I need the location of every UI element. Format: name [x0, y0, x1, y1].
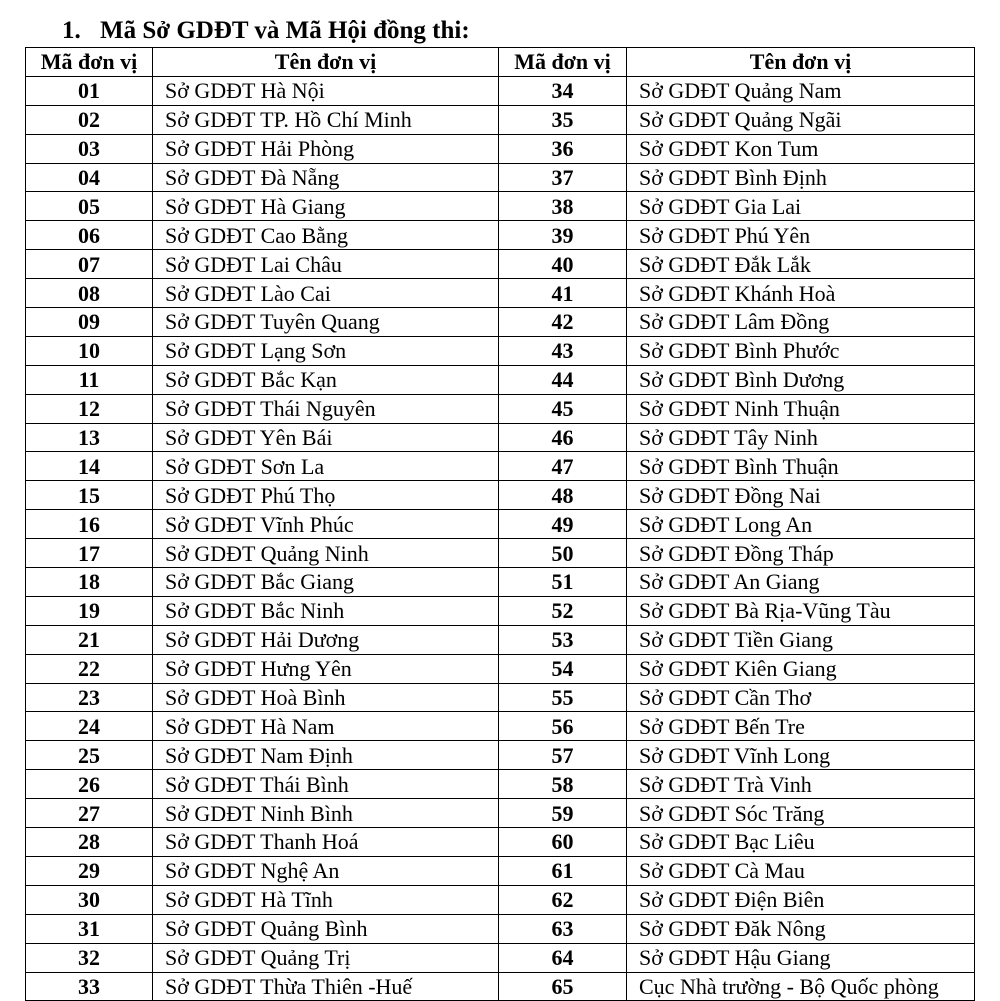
- table-row: [26, 625, 975, 654]
- table-body: [26, 76, 975, 1001]
- right-unit-code: 43: [499, 336, 627, 365]
- table-row: [26, 856, 975, 885]
- right-unit-code: 60: [499, 828, 627, 857]
- table-row: [26, 481, 975, 510]
- table-row: [26, 250, 975, 279]
- right-unit-code: 41: [499, 279, 627, 308]
- left-unit-code: 32: [26, 943, 153, 972]
- table-row: [26, 885, 975, 914]
- table-row: [26, 712, 975, 741]
- right-unit-name: Sở GDĐT Ninh Thuận: [627, 394, 975, 423]
- right-unit-name: Sở GDĐT Đồng Nai: [627, 481, 975, 510]
- table-header-row: [26, 48, 975, 77]
- left-unit-name: Sở GDĐT Yên Bái: [153, 423, 499, 452]
- left-unit-name: Sở GDĐT Nghệ An: [153, 856, 499, 885]
- left-unit-code: 26: [26, 770, 153, 799]
- left-unit-code: 31: [26, 914, 153, 943]
- left-unit-name: Sở GDĐT Hải Dương: [153, 625, 499, 654]
- right-unit-name: Sở GDĐT Tây Ninh: [627, 423, 975, 452]
- right-unit-code: 36: [499, 134, 627, 163]
- left-unit-name: Sở GDĐT Bắc Giang: [153, 568, 499, 597]
- left-unit-code: 09: [26, 308, 153, 337]
- table-row: [26, 539, 975, 568]
- right-unit-code: 49: [499, 510, 627, 539]
- right-unit-code: 53: [499, 625, 627, 654]
- left-unit-code: 08: [26, 279, 153, 308]
- left-unit-name: Sở GDĐT Thái Bình: [153, 770, 499, 799]
- right-unit-name: Sở GDĐT Bình Thuận: [627, 452, 975, 481]
- table-row: [26, 914, 975, 943]
- left-unit-name: Sở GDĐT TP. Hồ Chí Minh: [153, 105, 499, 134]
- left-unit-name: Sở GDĐT Tuyên Quang: [153, 308, 499, 337]
- right-unit-code: 58: [499, 770, 627, 799]
- table-row: [26, 365, 975, 394]
- right-unit-name: Sở GDĐT Cà Mau: [627, 856, 975, 885]
- right-unit-name: Sở GDĐT Phú Yên: [627, 221, 975, 250]
- left-unit-name: Sở GDĐT Quảng Bình: [153, 914, 499, 943]
- right-unit-code: 57: [499, 741, 627, 770]
- left-unit-name: Sở GDĐT Hà Tĩnh: [153, 885, 499, 914]
- table-row: [26, 134, 975, 163]
- right-unit-name: Sở GDĐT An Giang: [627, 568, 975, 597]
- left-unit-name: Sở GDĐT Thái Nguyên: [153, 394, 499, 423]
- left-unit-name: Sở GDĐT Hoà Bình: [153, 683, 499, 712]
- right-unit-name: Sở GDĐT Đăk Nông: [627, 914, 975, 943]
- right-unit-name: Sở GDĐT Điện Biên: [627, 885, 975, 914]
- right-unit-code: 45: [499, 394, 627, 423]
- left-unit-code: 27: [26, 799, 153, 828]
- right-unit-name: Sở GDĐT Long An: [627, 510, 975, 539]
- right-unit-name: Sở GDĐT Đắk Lắk: [627, 250, 975, 279]
- right-unit-name: Sở GDĐT Khánh Hoà: [627, 279, 975, 308]
- left-unit-name: Sở GDĐT Thanh Hoá: [153, 828, 499, 857]
- left-unit-name: Sở GDĐT Hà Nội: [153, 76, 499, 105]
- table-row: [26, 336, 975, 365]
- right-unit-code: 39: [499, 221, 627, 250]
- table-row: [26, 452, 975, 481]
- table-row: [26, 76, 975, 105]
- right-unit-code: 37: [499, 163, 627, 192]
- left-unit-code: 33: [26, 972, 153, 1001]
- table-row: [26, 828, 975, 857]
- left-unit-name: Sở GDĐT Hải Phòng: [153, 134, 499, 163]
- left-unit-name: Sở GDĐT Nam Định: [153, 741, 499, 770]
- table-row: [26, 163, 975, 192]
- left-unit-name: Sở GDĐT Ninh Bình: [153, 799, 499, 828]
- left-unit-name: Sở GDĐT Quảng Ninh: [153, 539, 499, 568]
- table-row: [26, 770, 975, 799]
- left-unit-code: 13: [26, 423, 153, 452]
- right-unit-name: Sở GDĐT Trà Vinh: [627, 770, 975, 799]
- right-unit-code: 62: [499, 885, 627, 914]
- left-unit-name: Sở GDĐT Hà Giang: [153, 192, 499, 221]
- left-unit-code: 06: [26, 221, 153, 250]
- table-row: [26, 510, 975, 539]
- right-unit-code: 35: [499, 105, 627, 134]
- right-unit-name: Cục Nhà trường - Bộ Quốc phòng: [627, 972, 975, 1001]
- header-right-name: Tên đơn vị: [627, 48, 975, 77]
- right-unit-name: Sở GDĐT Gia Lai: [627, 192, 975, 221]
- section-heading: [62, 15, 470, 47]
- right-unit-code: 54: [499, 654, 627, 683]
- right-unit-name: Sở GDĐT Bà Rịa-Vũng Tàu: [627, 596, 975, 625]
- left-unit-name: Sở GDĐT Đà Nẵng: [153, 163, 499, 192]
- left-unit-code: 05: [26, 192, 153, 221]
- right-unit-name: Sở GDĐT Bình Dương: [627, 365, 975, 394]
- header-right-code: Mã đơn vị: [499, 48, 627, 77]
- right-unit-code: 63: [499, 914, 627, 943]
- right-unit-name: Sở GDĐT Quảng Ngãi: [627, 105, 975, 134]
- right-unit-name: Sở GDĐT Kiên Giang: [627, 654, 975, 683]
- left-unit-name: Sở GDĐT Hưng Yên: [153, 654, 499, 683]
- unit-code-table: [25, 47, 975, 1001]
- right-unit-code: 65: [499, 972, 627, 1001]
- right-unit-code: 50: [499, 539, 627, 568]
- right-unit-code: 44: [499, 365, 627, 394]
- table-row: [26, 192, 975, 221]
- left-unit-code: 25: [26, 741, 153, 770]
- left-unit-code: 18: [26, 568, 153, 597]
- table-row: [26, 972, 975, 1001]
- right-unit-code: 40: [499, 250, 627, 279]
- right-unit-code: 64: [499, 943, 627, 972]
- right-unit-code: 48: [499, 481, 627, 510]
- left-unit-name: Sở GDĐT Lào Cai: [153, 279, 499, 308]
- left-unit-name: Sở GDĐT Vĩnh Phúc: [153, 510, 499, 539]
- right-unit-code: 55: [499, 683, 627, 712]
- right-unit-name: Sở GDĐT Quảng Nam: [627, 76, 975, 105]
- section-title: Mã Sở GDĐT và Mã Hội đồng thi:: [100, 17, 470, 44]
- table-row: [26, 596, 975, 625]
- right-unit-name: Sở GDĐT Bình Định: [627, 163, 975, 192]
- left-unit-name: Sở GDĐT Lai Châu: [153, 250, 499, 279]
- left-unit-name: Sở GDĐT Cao Bằng: [153, 221, 499, 250]
- right-unit-name: Sở GDĐT Bạc Liêu: [627, 828, 975, 857]
- left-unit-code: 10: [26, 336, 153, 365]
- table-row: [26, 105, 975, 134]
- left-unit-code: 19: [26, 596, 153, 625]
- table-row: [26, 279, 975, 308]
- right-unit-code: 34: [499, 76, 627, 105]
- header-left-name: Tên đơn vị: [153, 48, 499, 77]
- right-unit-code: 56: [499, 712, 627, 741]
- left-unit-name: Sở GDĐT Thừa Thiên -Huế: [153, 972, 499, 1001]
- table-row: [26, 423, 975, 452]
- left-unit-name: Sở GDĐT Phú Thọ: [153, 481, 499, 510]
- left-unit-code: 07: [26, 250, 153, 279]
- left-unit-code: 02: [26, 105, 153, 134]
- right-unit-code: 52: [499, 596, 627, 625]
- table-row: [26, 221, 975, 250]
- left-unit-code: 16: [26, 510, 153, 539]
- right-unit-name: Sở GDĐT Bình Phước: [627, 336, 975, 365]
- left-unit-code: 12: [26, 394, 153, 423]
- right-unit-name: Sở GDĐT Lâm Đồng: [627, 308, 975, 337]
- left-unit-code: 17: [26, 539, 153, 568]
- table-row: [26, 683, 975, 712]
- left-unit-name: Sở GDĐT Lạng Sơn: [153, 336, 499, 365]
- table-row: [26, 394, 975, 423]
- left-unit-code: 11: [26, 365, 153, 394]
- left-unit-name: Sở GDĐT Bắc Ninh: [153, 596, 499, 625]
- right-unit-code: 51: [499, 568, 627, 597]
- left-unit-code: 04: [26, 163, 153, 192]
- left-unit-code: 29: [26, 856, 153, 885]
- right-unit-name: Sở GDĐT Tiền Giang: [627, 625, 975, 654]
- table-row: [26, 943, 975, 972]
- right-unit-name: Sở GDĐT Kon Tum: [627, 134, 975, 163]
- right-unit-name: Sở GDĐT Bến Tre: [627, 712, 975, 741]
- left-unit-code: 30: [26, 885, 153, 914]
- right-unit-code: 61: [499, 856, 627, 885]
- left-unit-code: 14: [26, 452, 153, 481]
- left-unit-code: 24: [26, 712, 153, 741]
- right-unit-code: 47: [499, 452, 627, 481]
- table-row: [26, 308, 975, 337]
- left-unit-code: 23: [26, 683, 153, 712]
- left-unit-code: 01: [26, 76, 153, 105]
- table-row: [26, 654, 975, 683]
- right-unit-code: 46: [499, 423, 627, 452]
- left-unit-name: Sở GDĐT Hà Nam: [153, 712, 499, 741]
- header-left-code: Mã đơn vị: [26, 48, 153, 77]
- table-row: [26, 741, 975, 770]
- right-unit-code: 59: [499, 799, 627, 828]
- left-unit-code: 15: [26, 481, 153, 510]
- right-unit-code: 38: [499, 192, 627, 221]
- left-unit-code: 21: [26, 625, 153, 654]
- right-unit-name: Sở GDĐT Sóc Trăng: [627, 799, 975, 828]
- left-unit-code: 28: [26, 828, 153, 857]
- table-row: [26, 799, 975, 828]
- left-unit-code: 22: [26, 654, 153, 683]
- left-unit-name: Sở GDĐT Sơn La: [153, 452, 499, 481]
- right-unit-code: 42: [499, 308, 627, 337]
- right-unit-name: Sở GDĐT Hậu Giang: [627, 943, 975, 972]
- left-unit-code: 03: [26, 134, 153, 163]
- left-unit-name: Sở GDĐT Bắc Kạn: [153, 365, 499, 394]
- left-unit-name: Sở GDĐT Quảng Trị: [153, 943, 499, 972]
- section-number: 1.: [62, 17, 81, 44]
- right-unit-name: Sở GDĐT Cần Thơ: [627, 683, 975, 712]
- right-unit-name: Sở GDĐT Đồng Tháp: [627, 539, 975, 568]
- table-row: [26, 568, 975, 597]
- right-unit-name: Sở GDĐT Vĩnh Long: [627, 741, 975, 770]
